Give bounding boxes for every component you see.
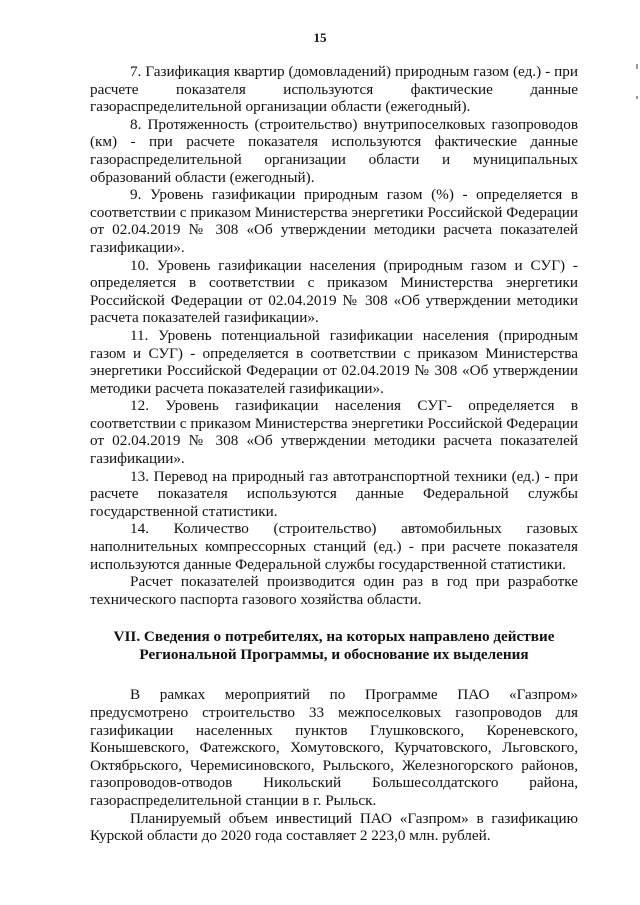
paragraph-item-12: 12. Уровень газификации населения СУГ- определяется в соответствии с приказом Министерства энергетики Российской Федерации от 02.04.2019 № 308 «Об утверждении методики расчета показателей газификации». — [90, 397, 578, 468]
paragraph-investment: Планируемый объем инвестиций ПАО «Газпром» в газификацию Курской области до 2020 года составляет 2 223,0 млн. рублей. — [90, 809, 578, 845]
section-heading-line: VII. Сведения о потребителях, на которых направлено действие — [113, 628, 555, 646]
scan-edge-mark — [636, 96, 638, 99]
paragraph-item-10: 10. Уровень газификации населения (природным газом и СУГ) - определяется в соответствии с приказом Министерства энергетики Российской Федерации от 02.04.2019 № 308 «Об утверждении методики расчета показателей газификации». — [90, 256, 578, 327]
paragraph-item-8: 8. Протяженность (строительство) внутрипоселковых газопроводов (км) - при расчете показателя используются фактические данные газораспределительной организации области и муниципальных образований области (ежегодный). — [90, 115, 578, 186]
paragraph-item-7: 7. Газификация квартир (домовладений) природным газом (ед.) - при расчете показателя используются фактические данные газораспределительной организации области (ежегодный). — [90, 63, 578, 116]
paragraph-item-14: 14. Количество (строительство) автомобильных газовых наполнительных компрессорных станций (ед.) - при расчете показателя используются данные Федеральной службы государственной статистики. — [90, 520, 578, 573]
document-body — [90, 63, 578, 845]
scan-edge-mark — [636, 64, 638, 69]
section-heading — [90, 628, 578, 664]
section-heading-line: Региональной Программы, и обоснование их выделения — [139, 646, 529, 664]
page-number: 15 — [313, 30, 327, 45]
paragraph-calculation-note: Расчет показателей производится один раз в год при разработке технического паспорта газового хозяйства области. — [90, 573, 578, 608]
paragraph-item-13: 13. Перевод на природный газ автотранспортной техники (ед.) - при расчете показателя используются данные Федеральной службы государственной статистики. — [90, 467, 578, 520]
paragraph-item-9: 9. Уровень газификации природным газом (%) - определяется в соответствии с приказом Министерства энергетики Российской Федерации от 02.04.2019 № 308 «Об утверждении методики расчета показателей газификации». — [90, 186, 578, 256]
paragraph-gazprom-program: В рамках мероприятий по Программе ПАО «Газпром» предусмотрено строительство 33 межпоселковых газопроводов для газификации населенных пунктов Глушковского, Кореневского, Конышевского, Фатежского, Хомутовского, Курчатовского, Льговского, Октябрьского, Черемисиновского, Рыльского, Железногорского районов, газопроводов-отводов Никольский Большесолдатского района, газораспределительной станции в г. Рыльск. — [90, 686, 578, 809]
paragraph-item-11: 11. Уровень потенциальной газификации населения (природным газом и СУГ) - определяется в соответствии с приказом Министерства энергетики Российской Федерации от 02.04.2019 № 308 «Об утверждении методики расчета показателей газификации». — [90, 326, 578, 397]
